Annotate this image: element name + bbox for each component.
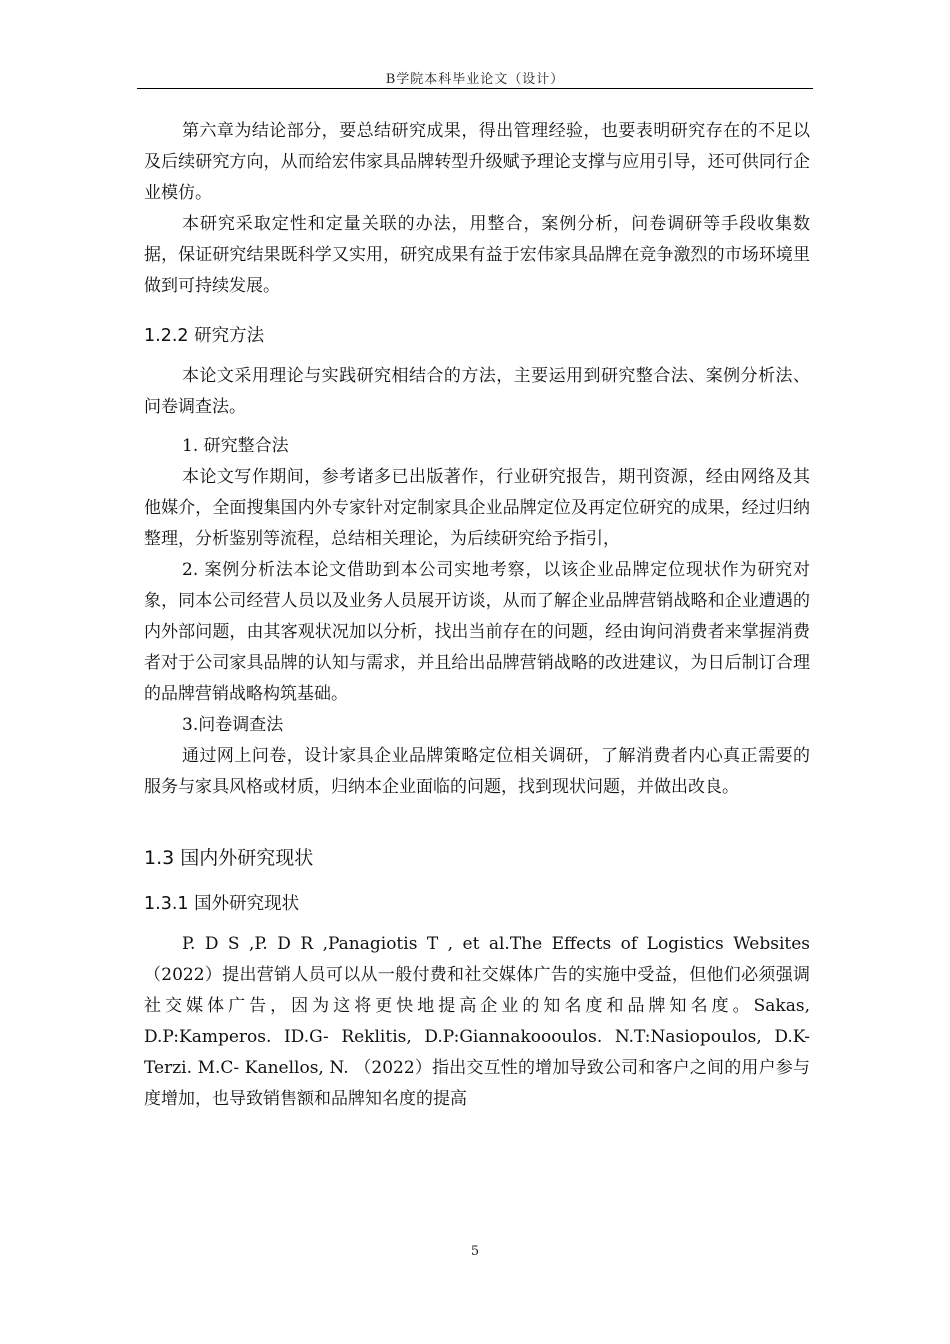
heading-1-3-1-foreign-research: 1.3.1 国外研究现状 (144, 894, 300, 914)
list-item-title-questionnaire: 3.问卷调查法 (182, 715, 284, 735)
page-content (144, 116, 810, 1115)
header-divider (137, 88, 813, 89)
paragraph-methods-intro: 本论文采用理论与实践研究相结合的方法，主要运用到研究整合法、案例分析法、问卷调查法。 (144, 366, 810, 417)
page-header-title: B学院本科毕业论文（设计） (385, 72, 565, 87)
paragraph-foreign-research: P. D S ,P. D R ,Panagiotis T , et al.The Effects of Logistics Websites （2022）提出营销人员可以从一般付费和社交媒体广告的实施中受益，但他们必须强调社交媒体广告，因为这将更快地提高企业的知名度和品牌知名度。Sakas, D.P:Kamperos. ID.G- Reklitis, D.P:Giannakoooulos. N.T:Nasiopoulos, D.K-Terzi. M.C- Kanellos, N. （2022）指出交互性的增加导致公司和客户之间的用户参与度增加，也导致销售额和品牌知名度的提高 (144, 934, 810, 1109)
list-item-title-research-integration: 1. 研究整合法 (182, 436, 289, 456)
paragraph-questionnaire: 通过网上问卷，设计家具企业品牌策略定位相关调研，了解消费者内心真正需要的服务与家具风格或材质，归纳本企业面临的问题，找到现状问题，并做出改良。 (144, 746, 810, 797)
paragraph-chapter-six-summary: 第六章为结论部分，要总结研究成果，得出管理经验，也要表明研究存在的不足以及后续研究方向，从而给宏伟家具品牌转型升级赋予理论支撑与应用引导，还可供同行企业模仿。 (144, 121, 810, 203)
paragraph-case-analysis: 2. 案例分析法本论文借助到本公司实地考察，以该企业品牌定位现状作为研究对象，同本公司经营人员以及业务人员展开访谈，从而了解企业品牌营销战略和企业遭遇的内外部问题，由其客观状况加以分析，找出当前存在的问题，经由询问消费者来掌握消费者对于公司家具品牌的认知与需求，并且给出品牌营销战略的改进建议，为日后制订合理的品牌营销战略构筑基础。 (144, 560, 810, 704)
heading-1-3-research-status: 1.3 国内外研究现状 (144, 847, 314, 869)
paragraph-research-integration: 本论文写作期间，参考诸多已出版著作，行业研究报告，期刊资源，经由网络及其他媒介，全面搜集国内外专家针对定制家具企业品牌定位及再定位研究的成果，经过归纳整理，分析鉴别等流程，总结相关理论，为后续研究给予指引， (144, 467, 810, 549)
heading-1-2-2-research-methods: 1.2.2 研究方法 (144, 326, 265, 346)
page-number: 5 (470, 1244, 480, 1259)
paragraph-research-approach: 本研究采取定性和定量关联的办法，用整合，案例分析，问卷调研等手段收集数据，保证研究结果既科学又实用，研究成果有益于宏伟家具品牌在竞争激烈的市场环境里做到可持续发展。 (144, 214, 810, 296)
